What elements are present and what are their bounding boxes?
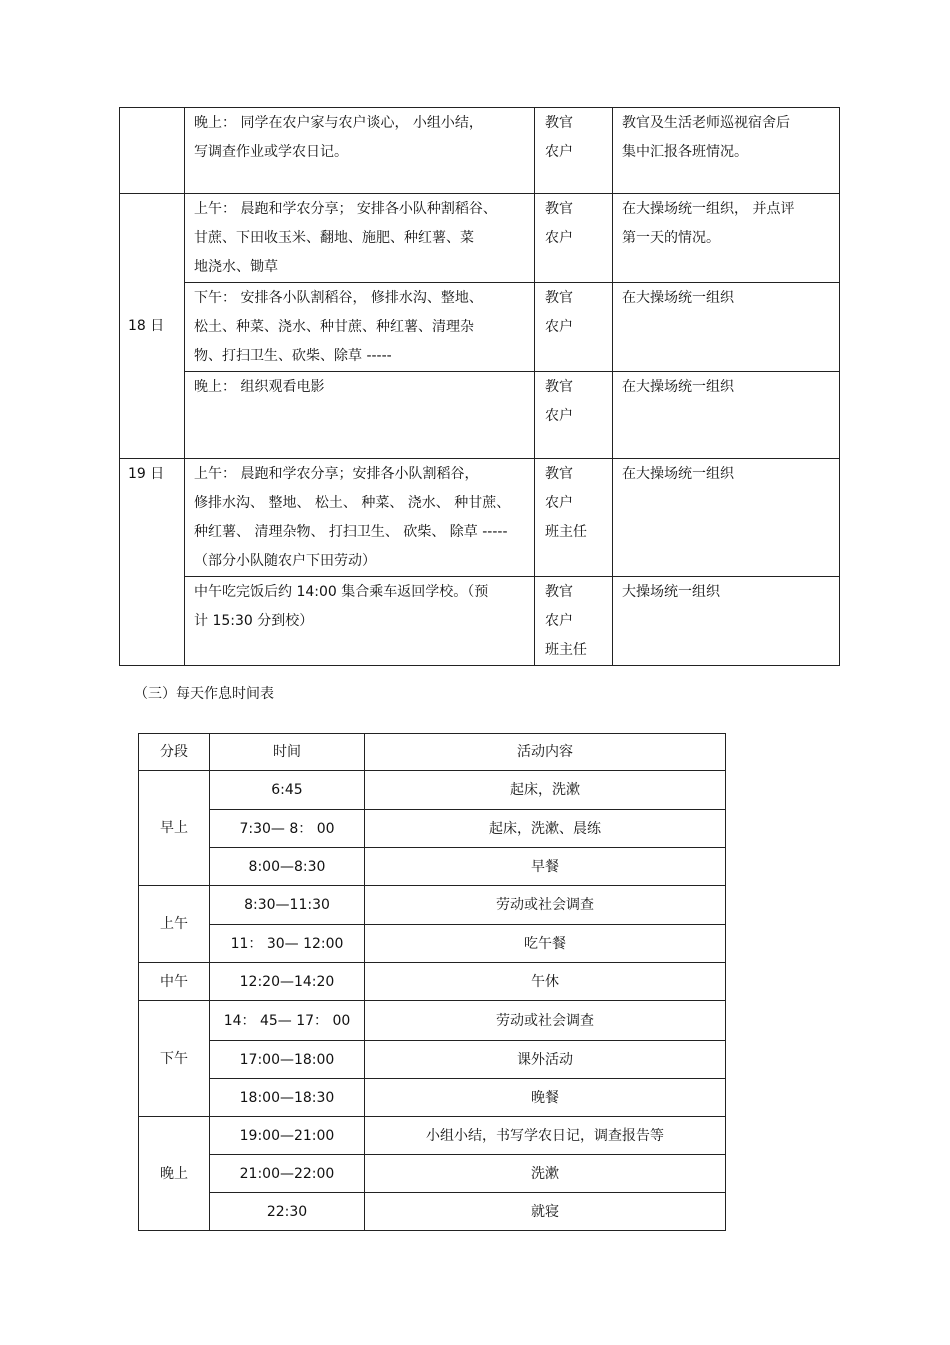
responsible-cell: 教官 农户 <box>535 283 613 372</box>
section-title: （三）每天作息时间表 <box>134 686 274 702</box>
timetable-row <box>139 771 726 810</box>
activity-cell: 劳动或社会调查 <box>365 886 726 925</box>
timetable-row <box>139 925 726 963</box>
time-cell: 17:00—18:00 <box>210 1041 365 1079</box>
schedule-row <box>120 194 840 283</box>
activity-cell: 课外活动 <box>365 1041 726 1079</box>
responsible-cell: 教官 农户 班主任 <box>535 459 613 577</box>
period-cell: 中午 <box>139 963 210 1001</box>
day-cell: 18 日 <box>120 194 185 459</box>
time-cell: 11： 30— 12:00 <box>210 925 365 963</box>
time-cell: 18:00—18:30 <box>210 1079 365 1117</box>
timetable-row <box>139 810 726 848</box>
day-cell: 19 日 <box>120 459 185 666</box>
note-cell: 在大操场统一组织 <box>613 283 840 372</box>
timetable-row <box>139 1117 726 1155</box>
timetable-row <box>139 1079 726 1117</box>
timetable-row <box>139 1001 726 1041</box>
time-cell: 22:30 <box>210 1193 365 1231</box>
schedule-row <box>120 459 840 577</box>
daily-timetable <box>138 733 726 1231</box>
activity-cell: 就寝 <box>365 1193 726 1231</box>
activity-cell: 吃午餐 <box>365 925 726 963</box>
timetable-row <box>139 1193 726 1231</box>
note-cell: 在大操场统一组织， 并点评 第一天的情况。 <box>613 194 840 283</box>
period-cell: 晚上 <box>139 1117 210 1231</box>
period-cell: 上午 <box>139 886 210 963</box>
timetable-row <box>139 886 726 925</box>
time-cell: 7:30— 8： 00 <box>210 810 365 848</box>
note-cell: 在大操场统一组织 <box>613 372 840 459</box>
header-cell: 活动内容 <box>365 734 726 771</box>
activity-cell: 起床，洗漱、晨练 <box>365 810 726 848</box>
activity-cell: 上午： 晨跑和学农分享； 安排各小队种割稻谷、 甘蔗、下田收玉米、翻地、施肥、种红薯、菜 地浇水、锄草 <box>185 194 535 283</box>
time-cell: 19:00—21:00 <box>210 1117 365 1155</box>
activity-cell: 洗漱 <box>365 1155 726 1193</box>
header-cell: 时间 <box>210 734 365 771</box>
activity-cell: 劳动或社会调查 <box>365 1001 726 1041</box>
activity-cell: 小组小结，书写学农日记，调查报告等 <box>365 1117 726 1155</box>
day-cell <box>120 108 185 194</box>
timetable-row <box>139 1155 726 1193</box>
schedule-row <box>120 283 840 372</box>
schedule-row <box>120 108 840 194</box>
activity-cell: 起床，洗漱 <box>365 771 726 810</box>
note-cell: 在大操场统一组织 <box>613 459 840 577</box>
time-cell: 21:00—22:00 <box>210 1155 365 1193</box>
activity-cell: 晚上： 组织观看电影 <box>185 372 535 459</box>
schedule-table <box>119 107 840 666</box>
responsible-cell: 教官 农户 班主任 <box>535 577 613 666</box>
timetable-row <box>139 1041 726 1079</box>
activity-cell: 午休 <box>365 963 726 1001</box>
activity-cell: 上午： 晨跑和学农分享；安排各小队割稻谷， 修排水沟、 整地、 松土、 种菜、 浇水、 种甘蔗、 种红薯、 清理杂物、 打扫卫生、 砍柴、 除草 ----- （部分小队随农户下田劳动） <box>185 459 535 577</box>
time-cell: 8:30—11:30 <box>210 886 365 925</box>
time-cell: 6:45 <box>210 771 365 810</box>
activity-cell: 早餐 <box>365 848 726 886</box>
schedule-row <box>120 577 840 666</box>
time-cell: 14： 45— 17： 00 <box>210 1001 365 1041</box>
timetable-header-row <box>139 734 726 771</box>
activity-cell: 下午： 安排各小队割稻谷， 修排水沟、整地、 松土、种菜、浇水、种甘蔗、种红薯、清理杂 物、打扫卫生、砍柴、除草 ----- <box>185 283 535 372</box>
time-cell: 12:20—14:20 <box>210 963 365 1001</box>
schedule-row <box>120 372 840 459</box>
responsible-cell: 教官 农户 <box>535 194 613 283</box>
period-cell: 早上 <box>139 771 210 886</box>
time-cell: 8:00—8:30 <box>210 848 365 886</box>
note-cell: 教官及生活老师巡视宿舍后 集中汇报各班情况。 <box>613 108 840 194</box>
timetable-row <box>139 963 726 1001</box>
note-cell: 大操场统一组织 <box>613 577 840 666</box>
header-cell: 分段 <box>139 734 210 771</box>
responsible-cell: 教官 农户 <box>535 372 613 459</box>
responsible-cell: 教官 农户 <box>535 108 613 194</box>
activity-cell: 晚餐 <box>365 1079 726 1117</box>
activity-cell: 晚上： 同学在农户家与农户谈心， 小组小结， 写调查作业或学农日记。 <box>185 108 535 194</box>
period-cell: 下午 <box>139 1001 210 1117</box>
activity-cell: 中午吃完饭后约 14:00 集合乘车返回学校。（预 计 15:30 分到校） <box>185 577 535 666</box>
timetable-row <box>139 848 726 886</box>
